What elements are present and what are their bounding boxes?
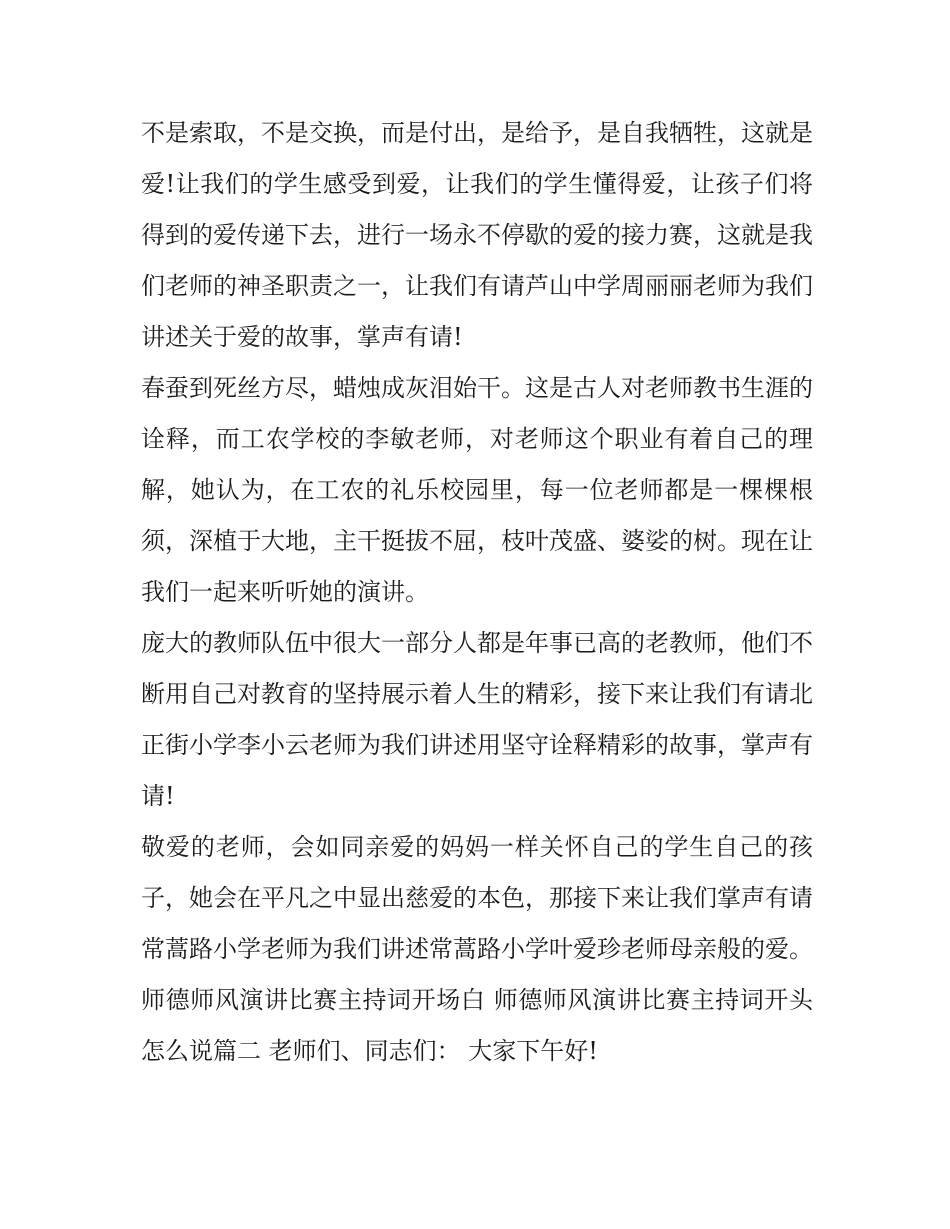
paragraph-love-relay: 不是索取，不是交换，而是付出，是给予，是自我牺牲，这就是爱!让我们的学生感受到爱，让我们的学生懂得爱，让孩子们将得到的爱传递下去，进行一场永不停歇的爱的接力赛，这就是我们老师的神圣职责之一，让我们有请芦山中学周丽丽老师为我们讲述关于爱的故事，掌声有请! [141, 119, 813, 351]
document-body [141, 108, 813, 1077]
paragraph-silkworm-candle: 春蚕到死丝方尽，蜡烛成灰泪始干。这是古人对老师教书生涯的诠释，而工农学校的李敏老师，对老师这个职业有着自己的理解，她认为，在工农的礼乐校园里，每一位老师都是一棵棵根须，深植于大地，主干挺拔不屈，枝叶茂盛、婆娑的树。现在让我们一起来听听她的演讲。 [141, 374, 813, 606]
paragraph-motherly-love: 敬爱的老师，会如同亲爱的妈妈一样关怀自己的学生自己的孩子，她会在平凡之中显出慈爱的本色，那接下来让我们掌声有请常蒿路小学老师为我们讲述常蒿路小学叶爱珍老师母亲般的爱。 [141, 833, 813, 963]
paragraph-speech-opening: 师德师风演讲比赛主持词开场白 师德师风演讲比赛主持词开头怎么说篇二 老师们、同志们： 大家下午好! [141, 986, 813, 1065]
paragraph-veteran-teachers: 庞大的教师队伍中很大一部分人都是年事已高的老教师，他们不断用自己对教育的坚持展示着人生的精彩，接下来让我们有请北正街小学李小云老师为我们讲述用坚守诠释精彩的故事，掌声有请! [141, 629, 813, 810]
